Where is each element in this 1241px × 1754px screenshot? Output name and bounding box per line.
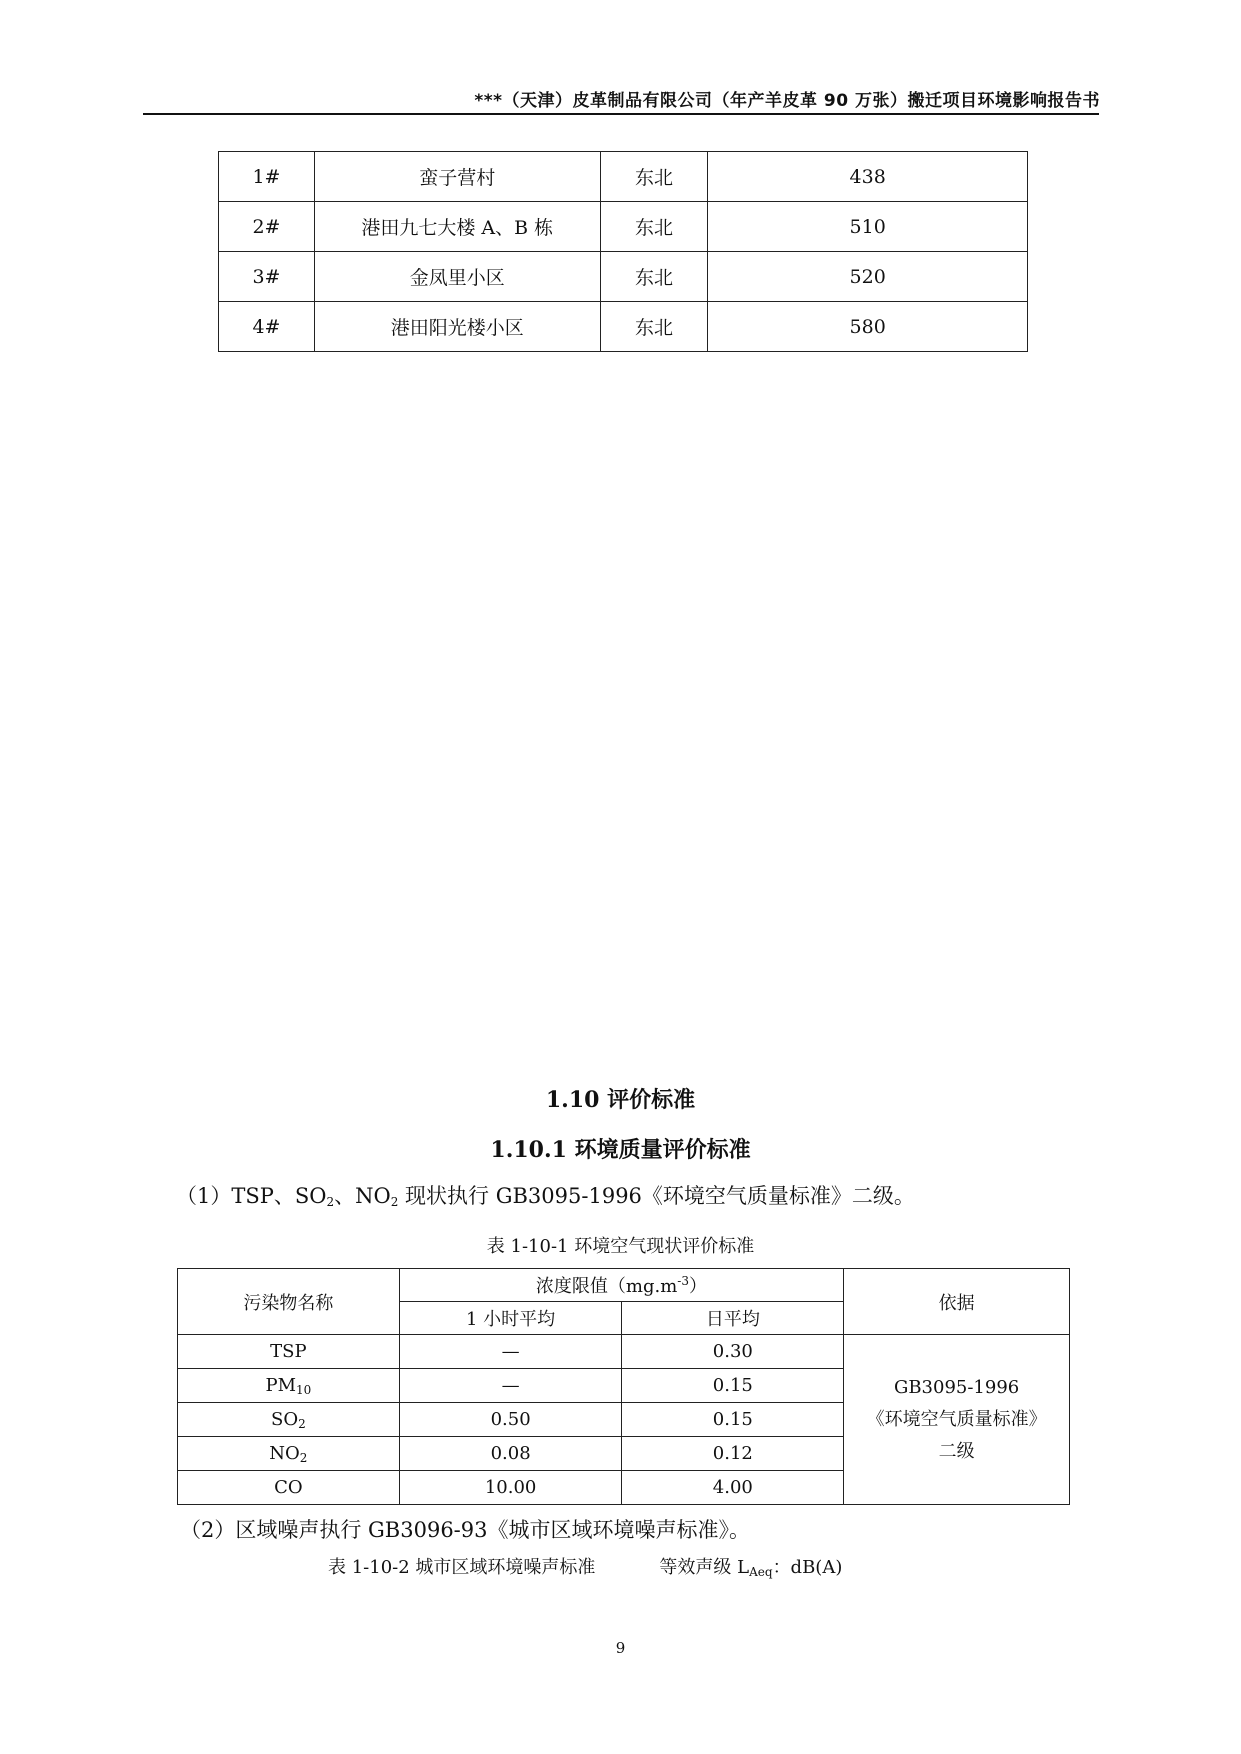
cell-pollutant	[178, 1437, 400, 1471]
subsection-heading: 1.10.1 环境质量评价标准	[490, 1137, 751, 1163]
para-sub: 2	[326, 1195, 335, 1209]
table-row	[219, 202, 1028, 252]
cell-day: 4.00	[622, 1471, 844, 1505]
basis-line: 《环境空气质量标准》	[866, 1408, 1047, 1430]
cell-distance: 580	[708, 302, 1028, 352]
cell-pollutant	[178, 1369, 400, 1403]
sensitive-points-table	[218, 151, 1028, 352]
cell-no: 2#	[219, 202, 315, 252]
cell-direction: 东北	[600, 152, 708, 202]
header-basis: 依据	[844, 1269, 1070, 1335]
caption-sub: Aeq	[749, 1565, 773, 1579]
noise-table-caption	[328, 1553, 842, 1579]
header-sup: -3	[677, 1274, 689, 1288]
cell-name: 金凤里小区	[314, 252, 600, 302]
cell-pollutant	[178, 1471, 400, 1505]
cell-direction: 东北	[600, 252, 708, 302]
pollutant-sub: 2	[299, 1451, 308, 1465]
pollutant-name: NO	[269, 1443, 300, 1464]
table-row	[219, 152, 1028, 202]
cell-hour: 10.00	[399, 1471, 622, 1505]
pollutant-name: CO	[274, 1477, 303, 1498]
cell-no: 1#	[219, 152, 315, 202]
cell-day: 0.30	[622, 1335, 844, 1369]
caption-text: 等效声级 L	[659, 1557, 750, 1578]
cell-distance: 510	[708, 202, 1028, 252]
header-rule	[143, 113, 1099, 115]
cell-day: 0.12	[622, 1437, 844, 1471]
cell-basis	[844, 1335, 1070, 1505]
header-hour-avg: 1 小时平均	[399, 1302, 622, 1335]
cell-no: 4#	[219, 302, 315, 352]
cell-day: 0.15	[622, 1403, 844, 1437]
cell-pollutant	[178, 1403, 400, 1437]
pollutant-name: PM	[265, 1375, 296, 1396]
basis-line: GB3095-1996	[893, 1376, 1020, 1398]
cell-name: 蛮子营村	[314, 152, 600, 202]
header-concentration	[399, 1269, 843, 1302]
caption-text: ：dB(A)	[772, 1557, 843, 1578]
para-text: 现状执行 GB3095-1996《环境空气质量标准》二级。	[398, 1184, 915, 1208]
table-header-row	[178, 1269, 1070, 1302]
pollutant-sub: 10	[296, 1383, 312, 1397]
cell-hour: —	[399, 1335, 622, 1369]
pollutant-name: SO	[271, 1409, 299, 1430]
paragraph-air-standard	[176, 1180, 915, 1210]
cell-day: 0.15	[622, 1369, 844, 1403]
header-day-avg: 日平均	[622, 1302, 844, 1335]
cell-name: 港田九七大楼 A、B 栋	[314, 202, 600, 252]
para-text: （1）TSP、SO	[176, 1184, 327, 1208]
cell-hour: 0.50	[399, 1403, 622, 1437]
air-quality-standard-table	[177, 1268, 1070, 1505]
table-row	[219, 252, 1028, 302]
caption-text: 表 1-10-2 城市区域环境噪声标准	[328, 1557, 596, 1578]
cell-hour: —	[399, 1369, 622, 1403]
cell-pollutant	[178, 1335, 400, 1369]
table-caption: 表 1-10-1 环境空气现状评价标准	[486, 1236, 755, 1257]
cell-direction: 东北	[600, 202, 708, 252]
header-pollutant: 污染物名称	[178, 1269, 400, 1335]
document-header: ***（天津）皮革制品有限公司（年产羊皮革 90 万张）搬迁项目环境影响报告书	[474, 91, 1100, 111]
cell-distance: 438	[708, 152, 1028, 202]
cell-distance: 520	[708, 252, 1028, 302]
cell-name: 港田阳光楼小区	[314, 302, 600, 352]
cell-hour: 0.08	[399, 1437, 622, 1471]
page-number: 9	[615, 1639, 626, 1657]
pollutant-sub: 2	[298, 1417, 306, 1431]
cell-no: 3#	[219, 252, 315, 302]
table-row	[178, 1335, 1070, 1369]
table-row	[219, 302, 1028, 352]
section-heading: 1.10 评价标准	[545, 1087, 696, 1113]
header-text: 浓度限值（mg.m	[535, 1276, 678, 1297]
paragraph-noise-standard: （2）区域噪声执行 GB3096-93《城市区域环境噪声标准》。	[180, 1518, 751, 1542]
header-text: ）	[689, 1276, 707, 1297]
para-text: 、NO	[334, 1184, 391, 1208]
basis-line: 二级	[938, 1440, 975, 1462]
para-sub: 2	[390, 1195, 399, 1209]
pollutant-name: TSP	[270, 1341, 307, 1362]
cell-direction: 东北	[600, 302, 708, 352]
